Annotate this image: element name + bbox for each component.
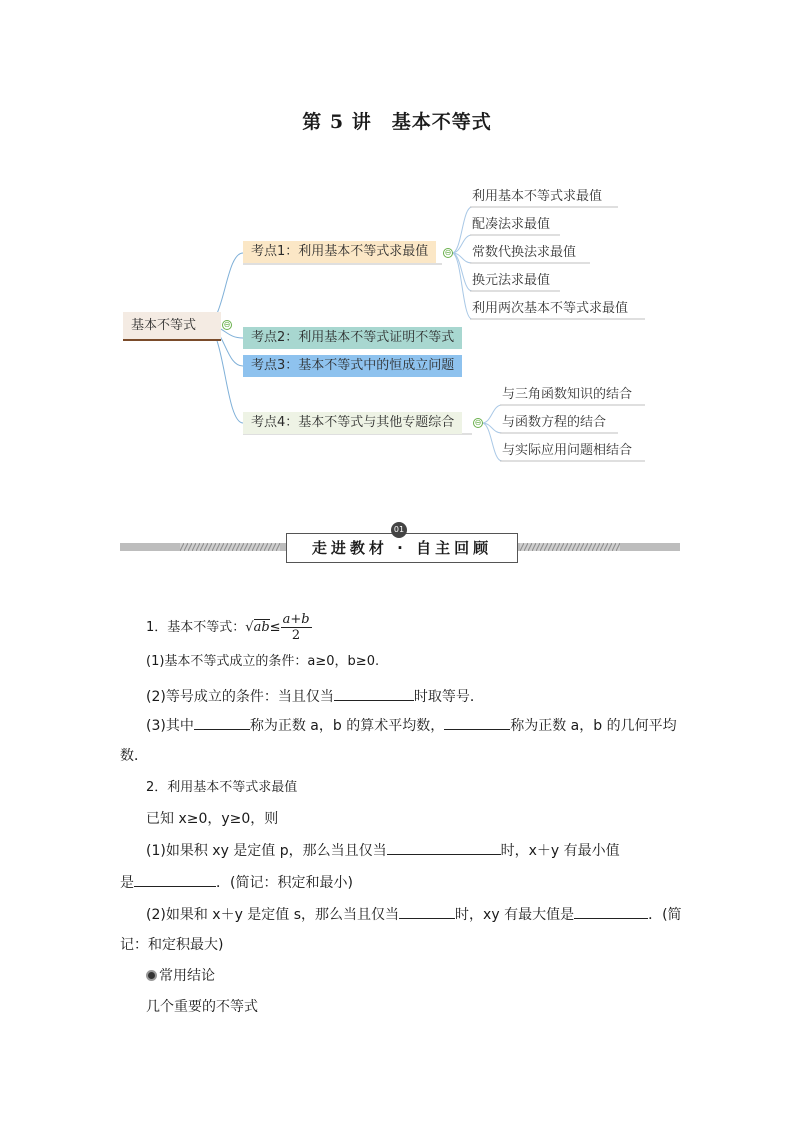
given-condition: 已知 x≥0，y≥0，则	[146, 811, 279, 827]
section-banner: 走进教材 · 自主回顾	[286, 533, 518, 563]
item-1-line	[146, 612, 312, 643]
item-2-heading: 2．利用基本不等式求最值	[146, 780, 298, 795]
fraction: $\frac{a+b}{2}$	[282, 612, 310, 643]
mindmap-node-k1[interactable]: 考点1：利用基本不等式求最值	[243, 241, 436, 263]
rule-1-line: (1)如果积 xy 是定值 p，那么当且仅当 时，x＋y 有最小值	[146, 843, 620, 859]
definition-line: (3)其中 称为正数 a，b 的算术平均数， 称为正数 a，b 的几何平均	[146, 718, 677, 734]
mindmap-root-node[interactable]: 基本不等式	[123, 312, 221, 341]
mindmap-leaf[interactable]: 与实际应用问题相结合	[502, 443, 633, 458]
condition-2: (2)等号成立的条件：当且仅当 时取等号．	[146, 689, 484, 705]
mindmap-leaf[interactable]: 与函数方程的结合	[502, 415, 607, 430]
rule-2-line-cont: 记：和定积最大)	[120, 937, 224, 953]
definition-line-cont: 数．	[120, 748, 148, 764]
mindmap-leaf[interactable]: 利用基本不等式求最值	[472, 189, 603, 204]
mindmap-node-k4[interactable]: 考点4：基本不等式与其他专题综合	[243, 412, 462, 434]
item-1-label: 1．基本不等式：	[146, 620, 246, 635]
collapse-root-icon[interactable]: ⊖	[223, 320, 231, 329]
target-bullet-icon	[146, 970, 157, 981]
rule-1-line-cont: 是 ．(简记：积定和最小)	[120, 875, 353, 891]
mindmap-leaf[interactable]: 配凑法求最值	[472, 217, 551, 232]
blank-field[interactable]	[194, 716, 250, 730]
important-inequalities-heading: 几个重要的不等式	[146, 999, 258, 1015]
mindmap-leaf[interactable]: 换元法求最值	[472, 273, 551, 288]
collapse-k4-icon[interactable]: ⊖	[474, 418, 482, 427]
blank-field[interactable]	[387, 841, 501, 855]
mindmap-node-k3[interactable]: 考点3：基本不等式中的恒成立问题	[243, 355, 462, 377]
mindmap-leaf[interactable]: 常数代换法求最值	[472, 245, 577, 260]
collapse-k1-icon[interactable]: ⊖	[444, 248, 452, 257]
blank-field[interactable]	[134, 873, 216, 887]
section-number-badge: 01	[391, 522, 407, 538]
blank-field[interactable]	[334, 687, 414, 701]
common-conclusion-heading: 常用结论	[146, 967, 215, 985]
condition-1: (1)基本不等式成立的条件：a≥0，b≥0.	[146, 654, 380, 669]
mindmap-leaf[interactable]: 与三角函数知识的结合	[502, 387, 633, 402]
sqrt-expression: √ab	[245, 620, 270, 635]
mindmap-leaf[interactable]: 利用两次基本不等式求最值	[472, 301, 629, 316]
blank-field[interactable]	[399, 905, 455, 919]
rule-2-line: (2)如果和 x＋y 是定值 s，那么当且仅当 时，xy 有最大值是 ．(简	[146, 907, 682, 923]
page-title: 第 5 讲 基本不等式	[302, 111, 492, 133]
leq-symbol: ≤	[269, 620, 281, 635]
blank-field[interactable]	[574, 905, 648, 919]
mindmap-node-k2[interactable]: 考点2：利用基本不等式证明不等式	[243, 327, 462, 349]
blank-field[interactable]	[444, 716, 510, 730]
